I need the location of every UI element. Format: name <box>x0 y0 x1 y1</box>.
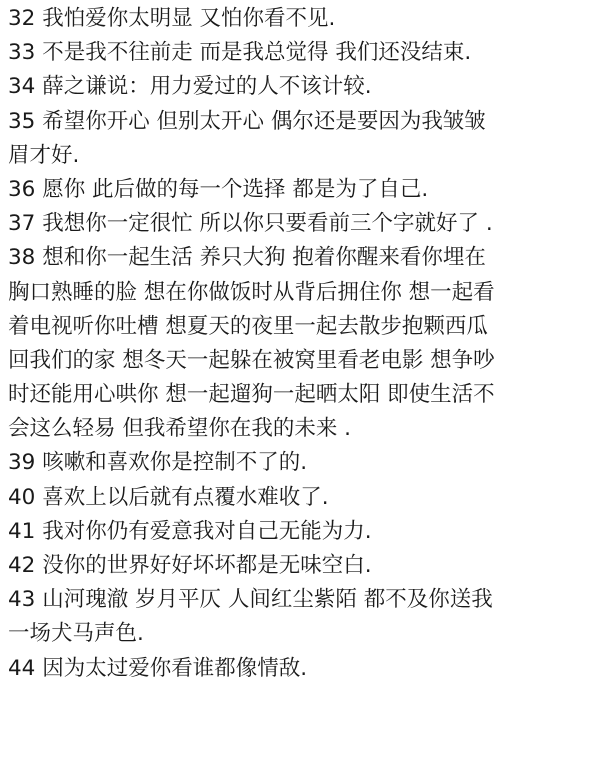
text-line: 42 没你的世界好好坏坏都是无味空白. <box>8 553 372 578</box>
text-line: 40 喜欢上以后就有点覆水难收了. <box>8 484 329 510</box>
text-line: 35 希望你开心 但别太开心 偶尔还是要因为我皱皱 <box>8 108 486 134</box>
text-line: 眉才好. <box>8 142 80 168</box>
text-line: 38 想和你一起生活 养只大狗 抱着你醒来看你埋在 <box>8 245 486 271</box>
text-line: 一场犬马声色. <box>8 621 144 647</box>
text-line: 时还能用心哄你 想一起遛狗一起晒太阳 即使生活不 <box>8 382 495 408</box>
text-line: 胸口熟睡的脸 想在你做饭时从背后拥住你 想一起看 <box>8 279 495 305</box>
text-line: 36 愿你 此后做的每一个选择 都是为了自己. <box>8 176 429 202</box>
text-line: 32 我怕爱你太明显 又怕你看不见. <box>8 6 336 31</box>
quote-list <box>8 2 598 686</box>
text-line: 37 我想你一定很忙 所以你只要看前三个字就好了 . <box>8 211 493 237</box>
text-line: 39 咳嗽和喜欢你是控制不了的. <box>8 450 308 476</box>
text-line: 会这么轻易 但我希望你在我的未来 . <box>8 416 352 442</box>
text-line: 回我们的家 想冬天一起躲在被窝里看老电影 想争吵 <box>8 347 495 373</box>
text-line: 41 我对你仍有爱意我对自己无能为力. <box>8 518 372 544</box>
text-line: 44 因为太过爱你看谁都像情敌. <box>8 655 308 681</box>
text-line: 34 薛之谦说：用力爱过的人不该计较. <box>8 74 372 100</box>
text-line: 33 不是我不往前走 而是我总觉得 我们还没结束. <box>8 40 472 66</box>
text-line: 43 山河瑰澈 岁月平仄 人间红尘紫陌 都不及你送我 <box>8 587 493 613</box>
text-line: 着电视听你吐槽 想夏天的夜里一起去散步抱颗西瓜 <box>8 313 488 339</box>
